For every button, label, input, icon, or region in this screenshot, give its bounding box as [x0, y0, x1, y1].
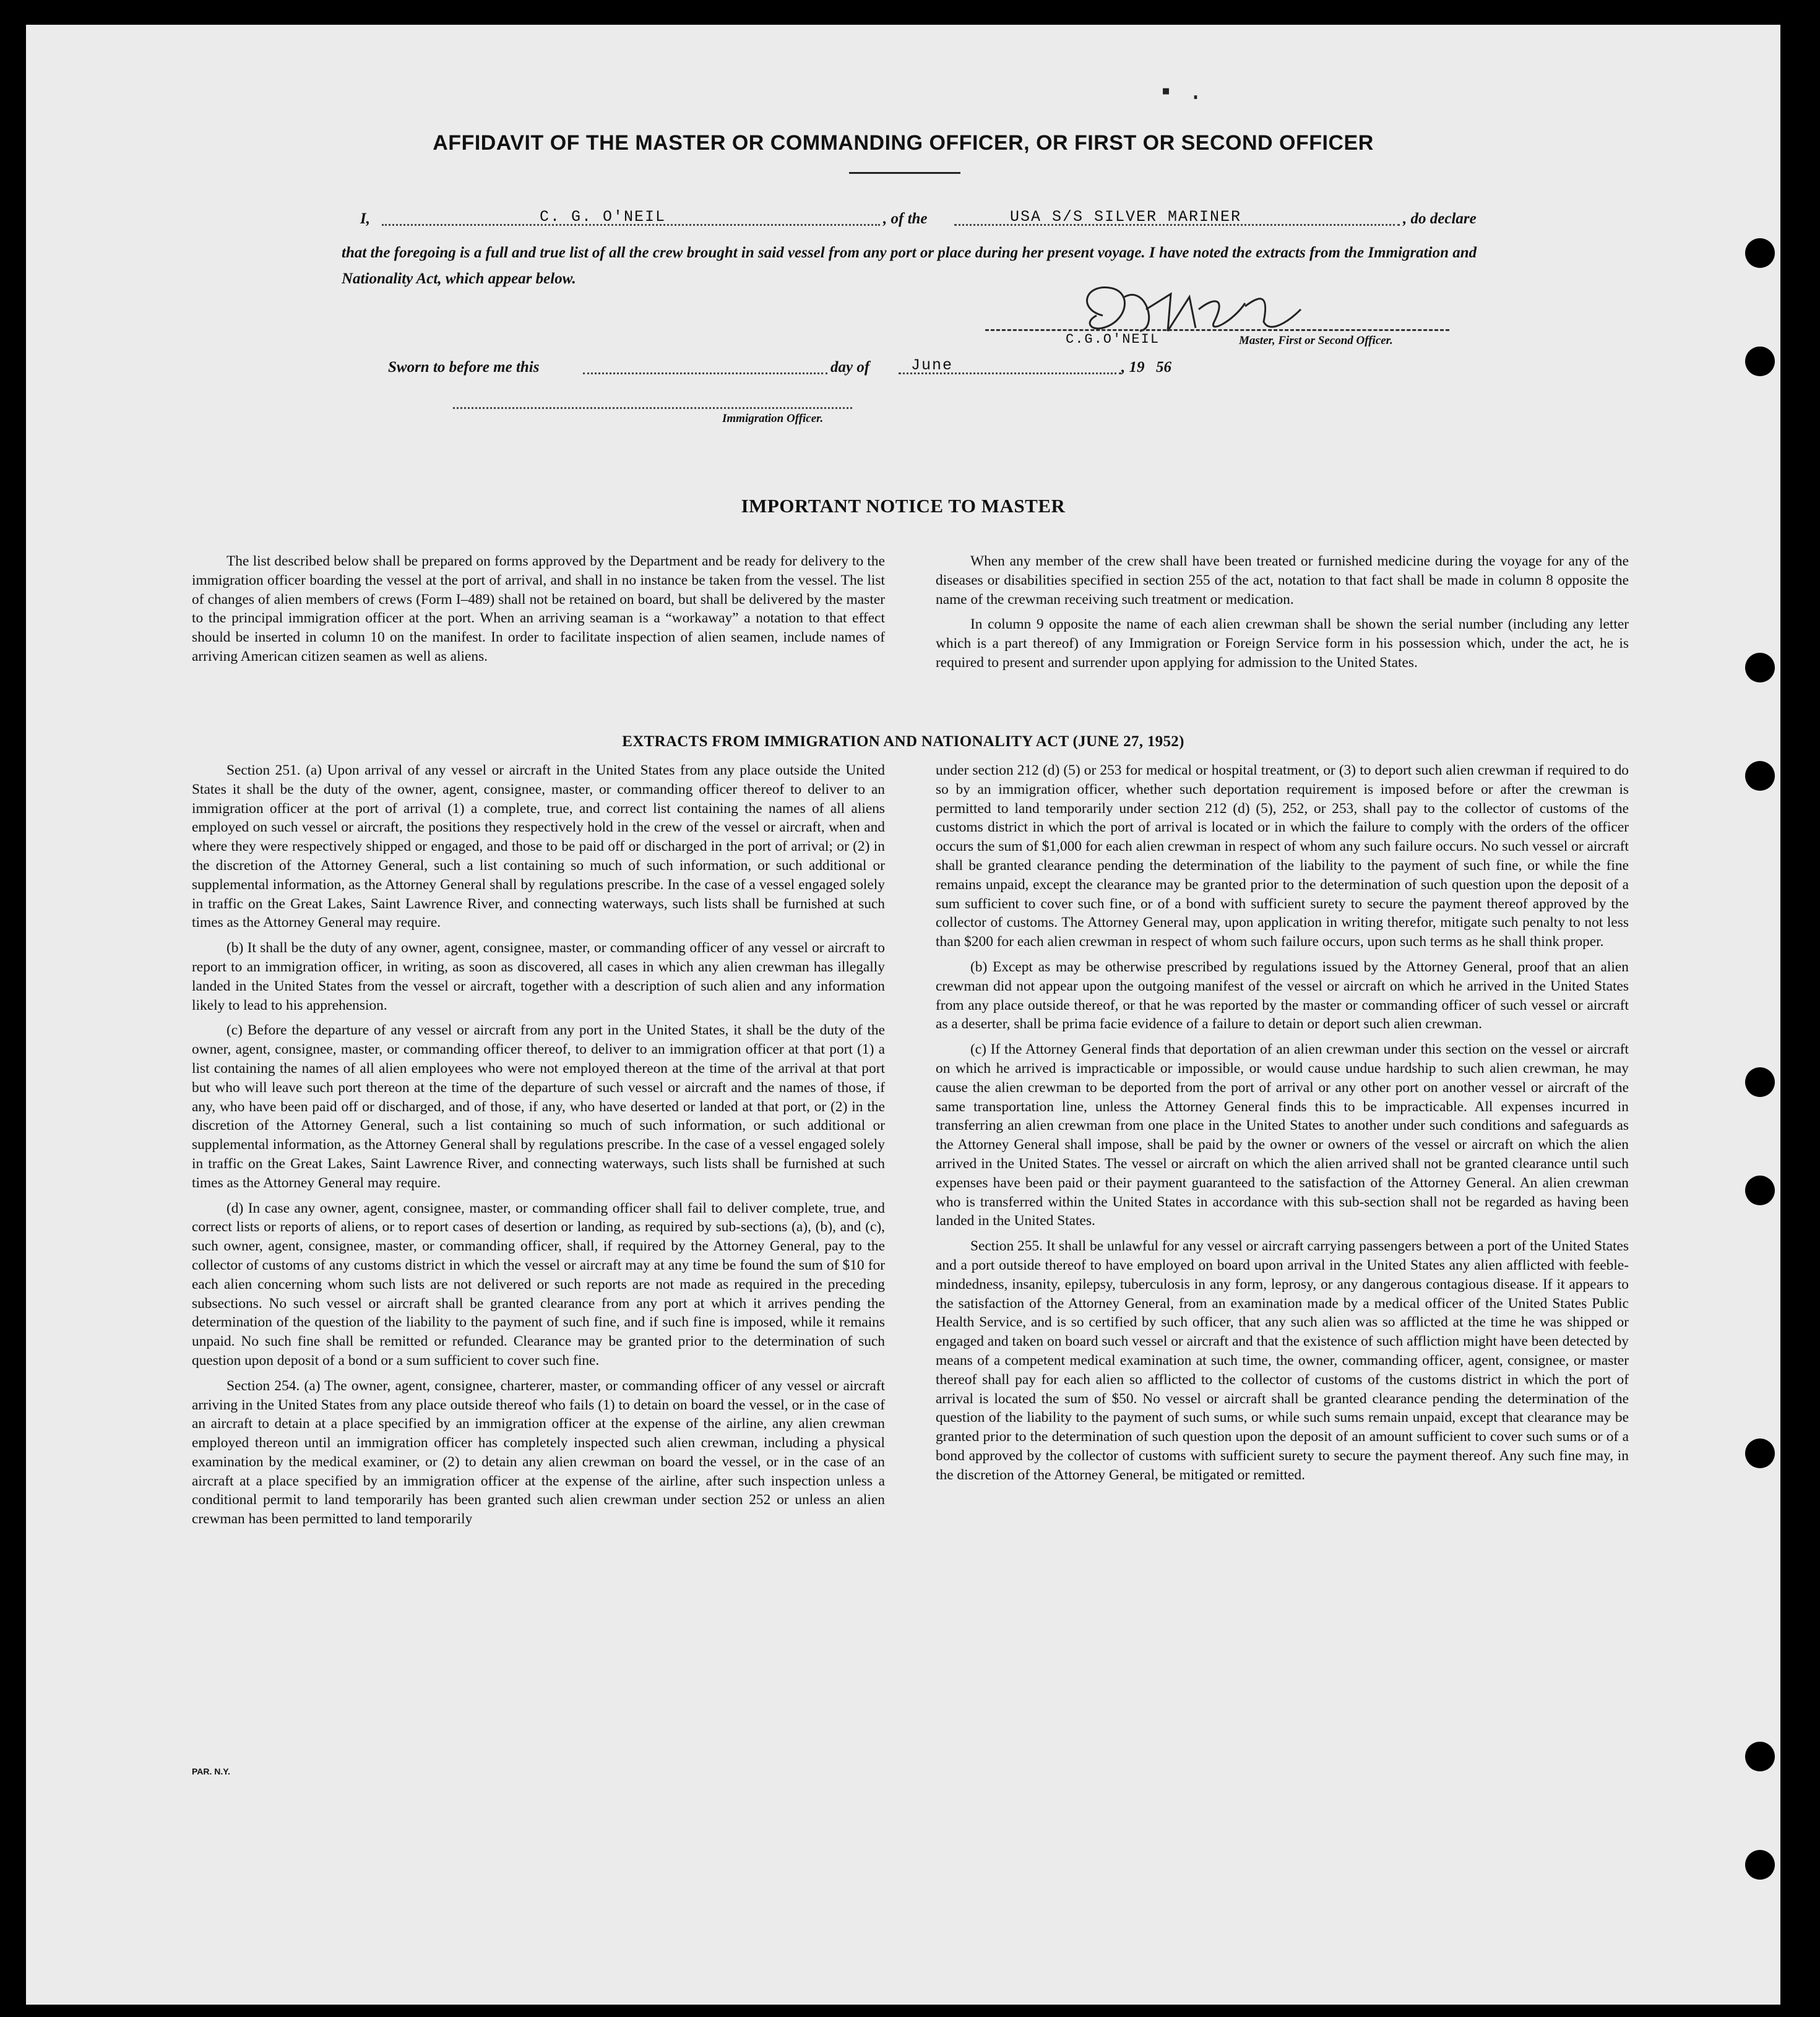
sworn-label: Sworn to before me this [388, 359, 540, 376]
printer-mark: PAR. N.Y. [192, 1766, 230, 1776]
binder-hole [1745, 1439, 1775, 1468]
binder-hole [1745, 346, 1775, 376]
binder-hole [1745, 1850, 1775, 1880]
binder-hole [1745, 1176, 1775, 1205]
extracts-left-column [192, 761, 885, 1535]
document-page [26, 25, 1780, 2005]
signature-role: Master, First or Second Officer. [1239, 334, 1393, 347]
section-251d: (d) In case any owner, agent, consignee, master, or commanding officer shall fail to deliver complete, true, and correct lists or reports of aliens, or to report cases of desertion or landing, as required by sub-sections (a), (b), and (c), such owner, agent, consignee, master, or commanding officer, shall, if required by the Attorney General, pay to the collector of customs of any customs district in which the vessel or aircraft may at any time be found the sum of $10 for each alien concerning whom such lists are not delivered or such reports are not made as required in the preceding subsections. No such vessel or aircraft shall be granted clearance from any port at which it arrives pending the determination of the question of the liability to the payment of such fine, and if such fine is imposed, while it remains unpaid. No such fine shall be remitted or refunded. Clearance may be granted prior to the determination of such question upon deposit of a bond or a sum sufficient to cover such fine. [192, 1200, 885, 1369]
notice-right-text-2: In column 9 opposite the name of each alien crewman shall be shown the serial number (including any letter which is a part thereof) of any Immigration or Foreign Service form in his possession which, under the act, he is required to present and surrender upon applying for admission to the United States. [936, 616, 1629, 671]
notice-right-column [936, 552, 1629, 679]
sworn-day-line [583, 372, 827, 374]
section-254a: Section 254. (a) The owner, agent, consignee, charterer, master, or commanding officer of any vessel or aircraft arriving in the United States from any place outside thereof who fails (1) to detain on board the vessel, or in the case of an aircraft to detain at a place specified by an immigration officer at the expense of the airline, any alien crewman employed thereon until an immigration officer has completely inspected such alien crewman, including a physical examination by the medical examiner, or (2) to detain any alien crewman on board the vessel, or in the case of an aircraft at a place specified by an immigration officer at the expense of the airline, after such inspection unless a conditional permit to land temporarily has been granted such alien crewman under section 252 or unless an alien crewman has been permitted to land temporarily [192, 1377, 885, 1528]
section-254c: (c) If the Attorney General finds that deportation of an alien crewman under this section on the vessel or aircraft on which he arrived is impracticable or impossible, or would cause undue hardship to such alien crewman, he may cause the alien crewman to be deported from the port of arrival or any other port on another vessel or aircraft of the same transportation line, unless the Attorney General finds this to be impracticable. All expenses incurred in transferring an alien crewman from one place in the United States to another under such conditions and safeguards as the Attorney General shall impose, shall be paid by the owner or owners of the vessel or aircraft on which the alien arrived in the United States. The vessel or aircraft on which the alien arrived shall not be granted clearance until such expenses have been paid or their payment guaranteed to the satisfaction of the Attorney General. An alien crewman who is transferred within the United States in accordance with this sub-section shall not be regarded as having been landed in the United States. [936, 1041, 1629, 1229]
vessel-name: USA S/S SILVER MARINER [1010, 208, 1242, 226]
signature-line [985, 329, 1449, 331]
stray-mark: ▪ . [1158, 79, 1204, 107]
section-254b: (b) Except as may be otherwise prescribed by regulations issued by the Attorney General, proof that an alien crewman did not appear upon the outgoing manifest of the vessel or aircraft on which he arrived in the United States from any place outside thereof, or that he was reported by the master or commanding officer of such vessel or aircraft as a deserter, shall be prima facie evidence of a failure to detain or deport such alien crewman. [936, 958, 1629, 1033]
section-254a-continued: under section 212 (d) (5) or 253 for medical or hospital treatment, or (3) to deport such alien crewman if required to do so by an immigration officer, whether such deportation requirement is imposed before or after the crewman is permitted to land temporarily under section 212 (d) (5), 252, or 253, shall pay to the collector of customs of the customs district in which the port of arrival is located or in which the failure to comply with the orders of the officer occurs the sum of $1,000 for each alien crewman in respect of whom any such failure occurs. No such vessel or aircraft shall be granted clearance pending the determination of the liability to the payment of such fine, or while the fine remains unpaid, except the clearance may be granted prior to the determination of such question upon the deposit of a sum sufficient to cover such fine, or of a bond with sufficient surety to secure the payment thereof approved by the collector of customs. The Attorney General may, upon application in writing therefor, mitigate such penalty to not less than $200 for each alien crewman in respect of whom such failure occurs, upon such terms as he shall think proper. [936, 762, 1629, 950]
notice-right-text-1: When any member of the crew shall have been treated or furnished medicine during the voyage for any of the diseases or disabilities specified in section 255 of the act, notation to that fact shall be made in column 8 opposite the name of the crewman receiving such treatment or medication. [936, 553, 1629, 608]
extracts-title: EXTRACTS FROM IMMIGRATION AND NATIONALITY ACT (JUNE 27, 1952) [622, 733, 1184, 750]
title-underline [849, 172, 960, 174]
binder-hole [1745, 653, 1775, 682]
binder-hole [1745, 1742, 1775, 1771]
section-255: Section 255. It shall be unlawful for any vessel or aircraft carrying passengers between a port of the United States and a port outside thereof to have employed on board upon arrival in the United States any alien afflicted with feeble-mindedness, insanity, epilepsy, tuberculosis in any form, leprosy, or any dangerous contagious disease. If it appears to the satisfaction of the Attorney General, from an examination made by a medical officer of the United States Public Health Service, and is so certified by such officer, that any such alien was so afflicted at the time he was shipped or engaged and taken on board such vessel or aircraft and that the existence of such affliction might have been detected by means of a competent medical examination at such time, the owner, commanding officer, agent, consignee, or master thereof shall pay for each alien so afflicted to the collector of customs of the customs district in which the port of arrival is located the sum of $50. No vessel or aircraft shall be granted clearance pending the determination of the question of the liability to the payment of such sums, or while such sums remain unpaid, except that clearance may be granted prior to the determination of such question upon the deposit of an amount sufficient to cover such sums or of a bond approved by the collector of customs with sufficient surety to secure the payment thereof. Any such fine may, in the discretion of the Attorney General, be mitigated or remitted. [936, 1238, 1629, 1483]
notice-title: IMPORTANT NOTICE TO MASTER [741, 495, 1066, 517]
binder-hole [1745, 238, 1775, 268]
day-of-label: day of [830, 359, 870, 376]
officer-line [453, 407, 852, 409]
extracts-right-column [936, 761, 1629, 1490]
of-the-label: , of the [883, 210, 928, 227]
sworn-month: June [911, 356, 954, 374]
notice-left-text: The list described below shall be prepared on forms approved by the Department and be ready for delivery to the immigration officer boarding the vessel at the port of arrival, and shall in no instance be taken from the vessel. The list of changes of alien members of crews (Form I–489) shall not be retained on board, but shall be delivered by the master to the principal immigration officer at the port. When an arriving seaman is a “workaway” a notation to that effect should be inserted in column 10 on the manifest. In order to facilitate inspection of alien seamen, include names of arriving American citizen seamen as well as aliens. [192, 553, 885, 664]
section-251b: (b) It shall be the duty of any owner, agent, consignee, master, or commanding officer of any vessel or aircraft to report to an immigration officer, in writing, as soon as discovered, all cases in which any alien crewman has illegally landed in the United States from the vessel or aircraft, together with a description of such alien and any information likely to lead to his apprehension. [192, 940, 885, 1013]
i-label: I, [360, 210, 370, 227]
section-251c: (c) Before the departure of any vessel or aircraft from any port in the United States, it shall be the duty of the owner, agent, consignee, master, or commanding officer thereof, to deliver to an immigration officer at that port (1) a list containing the names of all alien employees who were not employed thereon at the time of the arrival at that port but who will leave such port thereon at the time of the departure of such vessel or aircraft and the names of those, if any, who have been paid off or discharged, and of those, if any, who have deserted or landed at that port, or (2) in the discretion of the Attorney General, such a list containing so much of such information, or such additional or supplemental information, as the Attorney General shall by regulations prescribe. In the case of a vessel engaged solely in traffic on the Great Lakes, Saint Lawrence River, and connecting waterways, such lists shall be furnished at such times as the Attorney General may require. [192, 1022, 885, 1191]
immigration-officer-label: Immigration Officer. [722, 412, 824, 425]
year-prefix: , 19 [1121, 359, 1145, 376]
section-251a: Section 251. (a) Upon arrival of any vessel or aircraft in the United States from any place outside the United States it shall be the duty of the owner, agent, consignee, master, or commanding officer thereof to deliver to an immigration officer at the port of arrival (1) a complete, true, and correct list containing the names of all aliens employed on such vessel or aircraft, the positions they respectively hold in the crew of the vessel or aircraft, when and where they were respectively shipped or engaged, and those to be paid off or discharged in the port of arrival; or (2) in the discretion of the Attorney General, such a list containing so much of such information, or such additional or supplemental information, as the Attorney General shall by regulations prescribe. In the case of a vessel engaged solely in traffic on the Great Lakes, Saint Lawrence River, and connecting waterways, such lists shall be furnished at such times as the Attorney General may require. [192, 762, 885, 931]
declarant-name: C. G. O'NEIL [540, 208, 666, 226]
binder-hole [1745, 1067, 1775, 1097]
signature-typed-name: C.G.O'NEIL [1066, 332, 1160, 347]
do-declare-label: , do declare [1403, 210, 1477, 227]
declaration-text: that the foregoing is a full and true list of all the crew brought in said vessel from any port or place during her present voyage. I have noted the extracts from the Immigration and Nationality Act, which appear below. [342, 244, 1477, 287]
year-suffix: 56 [1156, 359, 1171, 376]
notice-left-column [192, 552, 885, 673]
affidavit-title: AFFIDAVIT OF THE MASTER OR COMMANDING OFFICER, OR FIRST OR SECOND OFFICER [433, 131, 1374, 155]
binder-hole [1745, 761, 1775, 791]
